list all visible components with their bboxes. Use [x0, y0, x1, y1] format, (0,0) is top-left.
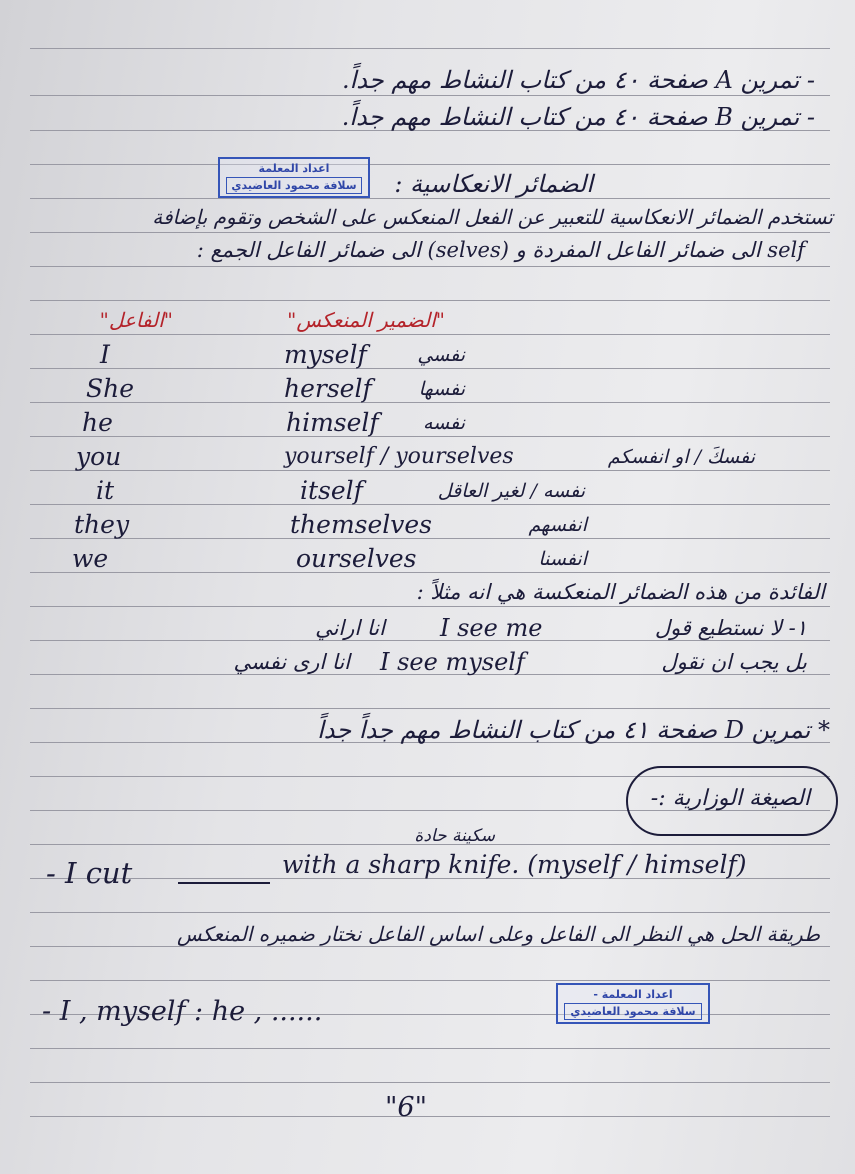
subject-cell: She	[86, 374, 135, 403]
header-reflexive: "الضمير المنعكس"	[287, 308, 445, 332]
meaning-cell: انفسهم	[528, 514, 587, 536]
benefit-line-2-arabic: بل يجب ان نقول	[661, 650, 807, 674]
intro-line-1: تستخدم الضمائر الانعكاسية للتعبير عن الفعل المنعكس على الشخص وتقوم بإضافة	[152, 205, 833, 229]
intro-line-2: self الى ضمائر الفاعل المفردة و (selves) الى ضمائر الفاعل الجمع :	[196, 238, 805, 262]
header-subject: "الفاعل"	[99, 308, 173, 332]
benefit-title: الفائدة من هذه الضمائر المنعكسة هي انه مثلاً :	[416, 580, 825, 604]
reflexive-cell: ourselves	[296, 544, 417, 573]
stamp-line-2: سلافة محمود العاضيدي	[226, 177, 362, 194]
exercise-a: - تمرين A صفحة ٤٠ من كتاب النشاط مهم جداً.	[342, 66, 815, 94]
stamp-line-1: اعداد المعلمة	[258, 162, 330, 175]
subject-cell: they	[74, 510, 130, 539]
subject-cell: he	[82, 408, 113, 437]
reflexive-cell: itself	[300, 476, 363, 505]
meaning-cell: نفسكَ / او انفسكم	[607, 446, 755, 468]
meaning-cell: انفسنا	[538, 548, 587, 570]
exercise-b: - تمرين B صفحة ٤٠ من كتاب النشاط مهم جداً.	[341, 103, 815, 131]
subject-cell: we	[72, 544, 109, 573]
meaning-cell: نفسه / لغير العاقل	[437, 480, 585, 502]
ministerial-note: سكينة حادة	[414, 826, 495, 846]
page-number: "6"	[385, 1092, 428, 1123]
teacher-stamp-bottom	[556, 983, 710, 1024]
teacher-stamp	[218, 157, 370, 198]
subject-cell: I	[100, 340, 110, 369]
sentence-start: - I cut	[46, 856, 133, 890]
reflexive-cell: themselves	[290, 510, 433, 539]
ministerial-label: الصيغة الوزارية :-	[650, 786, 810, 811]
reflexive-cell: himself	[286, 408, 379, 437]
stamp-bottom-line-2: سلافة محمود العاضيدي	[564, 1003, 702, 1020]
reflexive-cell: myself	[284, 340, 367, 369]
blank-line	[178, 882, 270, 884]
exercise-d: * تمرين D صفحة ٤١ من كتاب النشاط مهم جداً جداً	[317, 716, 830, 744]
meaning-cell: نفسها	[418, 378, 465, 400]
benefit-line-1-arabic: ١- لا نستطيع قول	[654, 616, 807, 640]
benefit-line-2-translation: انا ارى نفسي	[233, 650, 350, 674]
meaning-cell: نفسه	[422, 412, 465, 434]
method-line: طريقة الحل هي النظر الى الفاعل وعلى اساس الفاعل نختار ضميره المنعكس	[176, 922, 820, 946]
subject-cell: it	[96, 476, 115, 505]
benefit-line-1-english: I see me	[440, 614, 543, 642]
reflexive-cell: yourself / yourselves	[284, 444, 514, 469]
reflexive-cell: herself	[284, 374, 372, 403]
section-title: الضمائر الانعكاسية :	[394, 170, 593, 198]
subject-cell: you	[76, 442, 122, 471]
example-line: - I , myself : he , ......	[42, 996, 323, 1027]
sentence-end: with a sharp knife. (myself / himself)	[282, 850, 747, 879]
stamp-bottom-line-1: - اعداد المعلمة	[593, 988, 673, 1001]
meaning-cell: نفسي	[417, 344, 465, 366]
benefit-line-1-translation: انا اراني	[315, 616, 385, 640]
benefit-line-2-english: I see myself	[380, 648, 525, 676]
